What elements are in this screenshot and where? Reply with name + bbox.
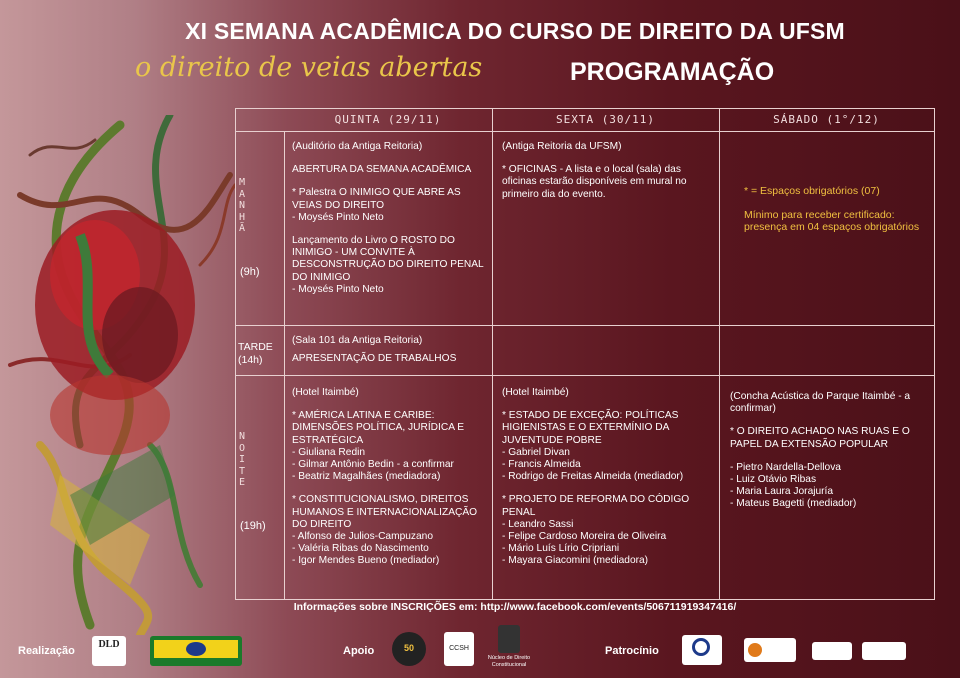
row-label-tarde: TARDE (14h) bbox=[238, 341, 273, 366]
apoio-label: Apoio bbox=[343, 645, 375, 657]
cell-noite-sexta: (Hotel Itaimbé) * ESTADO DE EXCEÇÃO: POLÍTICAS HIGIENISTAS E O EXTERMÍNIO DA JUVENTUDE POBRE - Gabriel Divan - Francis Almeida - Rodrigo de Freitas Almeida (mediador) * PROJETO DE REFORMA DO CÓDIGO PENAL - Leandro Sassi - Felipe Cardoso Moreira de Oliveira - Mário Luís Lírio Cripriani - Mayara Giacomini (mediadora) bbox=[502, 387, 690, 567]
formata-logo bbox=[862, 642, 906, 660]
cell-noite-sabado: (Concha Acústica do Parque Itaimbé - a confirmar) * O DIREITO ACHADO NAS RUAS E O PAPEL DA EXTENSÃO POPULAR - Pietro Nardella-Dellova - Luiz Otávio Ribas - Maria Laura Jorajuría - Mateus Bagetti (mediador) bbox=[730, 391, 911, 510]
row-label-manha: M A N H Ã bbox=[238, 177, 246, 234]
time-manha: (9h) bbox=[240, 266, 260, 278]
header-quinta: QUINTA (29/11) bbox=[334, 113, 442, 126]
row-label-noite: N O I T E bbox=[238, 431, 246, 488]
cell-manha-sabado: * = Espaços obrigatórios (07) Mínimo para receber certificado: presença em 04 espaços obrigatórios bbox=[744, 185, 920, 233]
nucleo-logo bbox=[498, 625, 520, 653]
heart-illustration bbox=[0, 115, 235, 635]
sponsor-logo-1 bbox=[682, 635, 722, 665]
registration-info: Informações sobre INSCRIÇÕES em: http://www.facebook.com/events/506711919347416/ bbox=[293, 601, 737, 613]
header-sexta: SEXTA (30/11) bbox=[555, 113, 656, 126]
dld-logo: DLD bbox=[92, 636, 126, 666]
programacao-heading: PROGRAMAÇÃO bbox=[570, 58, 775, 86]
nucleo-caption: Núcleo de Direito Constitucional bbox=[487, 655, 531, 668]
header-sabado: SÁBADO (1°/12) bbox=[773, 113, 880, 126]
visao-logo bbox=[744, 638, 796, 662]
cell-manha-sexta: (Antiga Reitoria da UFSM) * OFICINAS - A lista e o local (sala) das oficinas estarão disponíveis em mural no primeiro dia do evento. bbox=[502, 141, 687, 200]
digicopy-logo bbox=[812, 642, 852, 660]
cell-noite-quinta: (Hotel Itaimbé) * AMÉRICA LATINA E CARIBE: DIMENSÕES POLÍTICA, JURÍDICA E ESTRATÉGICA - Giuliana Redin - Gilmar Antônio Bedin - a confirmar - Beatriz Magalhães (mediadora) * CONSTITUCIONALISMO, DIREITOS HUMANOS E INTERNACIONALIZAÇÃO DO DIREITO - Alfonso de Julios-Campuzano - Valéria Ribas do Nascimento - Igor Mendes Bueno (mediador) bbox=[292, 387, 478, 567]
patrocinio-label: Patrocínio bbox=[605, 645, 659, 657]
event-subtitle: o direito de veias abertas bbox=[135, 52, 483, 83]
cell-manha-quinta: (Auditório da Antiga Reitoria) ABERTURA DA SEMANA ACADÊMICA * Palestra O INIMIGO QUE ABRE AS VEIAS DO DIREITO - Moysés Pinto Neto Lançamento do Livro O ROSTO DO INIMIGO - UM CONVITE À DESCONSTRUÇÃO DO DIREITO PENAL DO INIMIGO - Moysés Pinto Neto bbox=[292, 141, 484, 295]
realizacao-label: Realização bbox=[18, 645, 75, 657]
time-noite: (19h) bbox=[240, 520, 266, 532]
schedule-table bbox=[235, 108, 935, 600]
fened-logo bbox=[150, 636, 242, 666]
event-title: XI SEMANA ACADÊMICA DO CURSO DE DIREITO DA UFSM bbox=[185, 18, 845, 44]
cell-tarde-quinta: (Sala 101 da Antiga Reitoria) APRESENTAÇÃO DE TRABALHOS bbox=[292, 335, 457, 365]
direito-50-logo: 50 bbox=[392, 632, 426, 666]
ccsh-logo: CCSH bbox=[444, 632, 474, 666]
